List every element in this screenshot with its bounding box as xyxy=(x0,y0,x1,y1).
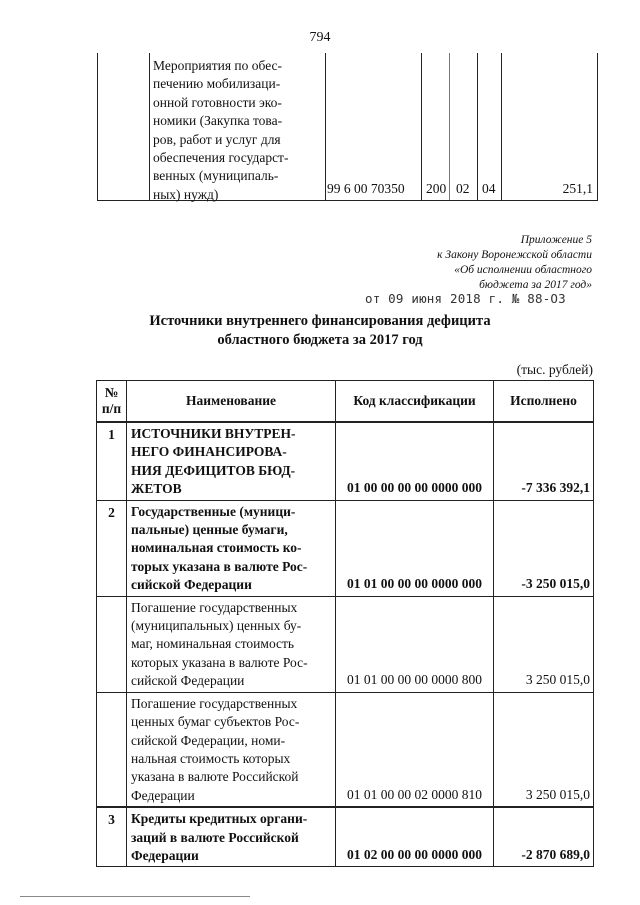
header-number: № п/п xyxy=(97,381,127,423)
header-value: Исполнено xyxy=(494,381,594,423)
table-border xyxy=(449,53,450,201)
row-name: ИСТОЧНИКИ ВНУТРЕН- НЕГО ФИНАНСИРОВА- НИЯ ДЕФИЦИТОВ БЮД- ЖЕТОВ xyxy=(127,422,336,500)
table-row xyxy=(97,422,594,500)
row-value: -7 336 392,1 xyxy=(494,422,594,500)
row-code: 01 00 00 00 00 0000 000 xyxy=(336,422,494,500)
header-name: Наименование xyxy=(127,381,336,423)
prev-row-vr: 200 xyxy=(426,181,447,196)
table-border xyxy=(421,53,422,201)
units-label: (тыс. рублей) xyxy=(516,362,593,377)
row-name: Кредиты кредитных органи- заций в валюте Российской Федерации xyxy=(127,807,336,867)
table-header-row xyxy=(97,381,594,423)
prev-row-name: Мероприятия по обес- печению мобилизаци- онной готовности эко- номики (Закупка това- ров, работ и услуг для обеспечения государст- венных (муниципаль- ных) нужд) xyxy=(153,58,289,202)
row-number: 1 xyxy=(97,422,127,500)
financing-sources-table xyxy=(96,380,594,867)
table-row xyxy=(97,807,594,867)
prev-row-pr: 04 xyxy=(482,181,496,196)
row-number: 3 xyxy=(97,807,127,867)
footer-rule xyxy=(20,896,250,897)
row-code: 01 01 00 00 02 0000 810 xyxy=(336,692,494,807)
prev-row-value: 251,1 xyxy=(562,181,593,196)
row-number xyxy=(97,692,127,807)
row-name: Погашение государственных ценных бумаг субъектов Рос- сийской Федерации, номи- нальная стоимость которых указана в валюте Российской Федерации xyxy=(127,692,336,807)
row-name: Погашение государственных (муниципальных) ценных бу- маг, номинальная стоимость которых указана в валюте Рос- сийской Федерации xyxy=(127,596,336,692)
row-code: 01 01 00 00 00 0000 000 xyxy=(336,500,494,596)
row-value: -3 250 015,0 xyxy=(494,500,594,596)
row-number xyxy=(97,596,127,692)
prev-row-code: 99 6 00 70350 xyxy=(327,181,405,196)
table-border xyxy=(597,53,598,201)
table-row xyxy=(97,500,594,596)
appendix-note: Приложение 5 к Закону Воронежской области «Об исполнении областного бюджета за 2017 год» xyxy=(437,234,592,291)
prev-row-rz: 02 xyxy=(456,181,470,196)
page-number: 794 xyxy=(309,30,331,45)
header-code: Код классификации xyxy=(336,381,494,423)
table-border xyxy=(501,53,502,201)
law-date-stamp: от 09 июня 2018 г. № 88-ОЗ xyxy=(365,291,566,306)
table-border xyxy=(325,53,326,201)
row-value: 3 250 015,0 xyxy=(494,596,594,692)
previous-table-continuation xyxy=(97,53,597,201)
row-code: 01 01 00 00 00 0000 800 xyxy=(336,596,494,692)
table-row xyxy=(97,596,594,692)
document-title: Источники внутреннего финансирования дефицита областного бюджета за 2017 год xyxy=(149,313,491,348)
row-code: 01 02 00 00 00 0000 000 xyxy=(336,807,494,867)
table-border xyxy=(149,53,150,201)
table-border xyxy=(477,53,478,201)
row-name: Государственные (муници- пальные) ценные бумаги, номинальная стоимость ко- торых указана в валюте Рос- сийской Федерации xyxy=(127,500,336,596)
table-row xyxy=(97,692,594,807)
table-border xyxy=(97,53,98,201)
row-value: 3 250 015,0 xyxy=(494,692,594,807)
row-number: 2 xyxy=(97,500,127,596)
row-value: -2 870 689,0 xyxy=(494,807,594,867)
